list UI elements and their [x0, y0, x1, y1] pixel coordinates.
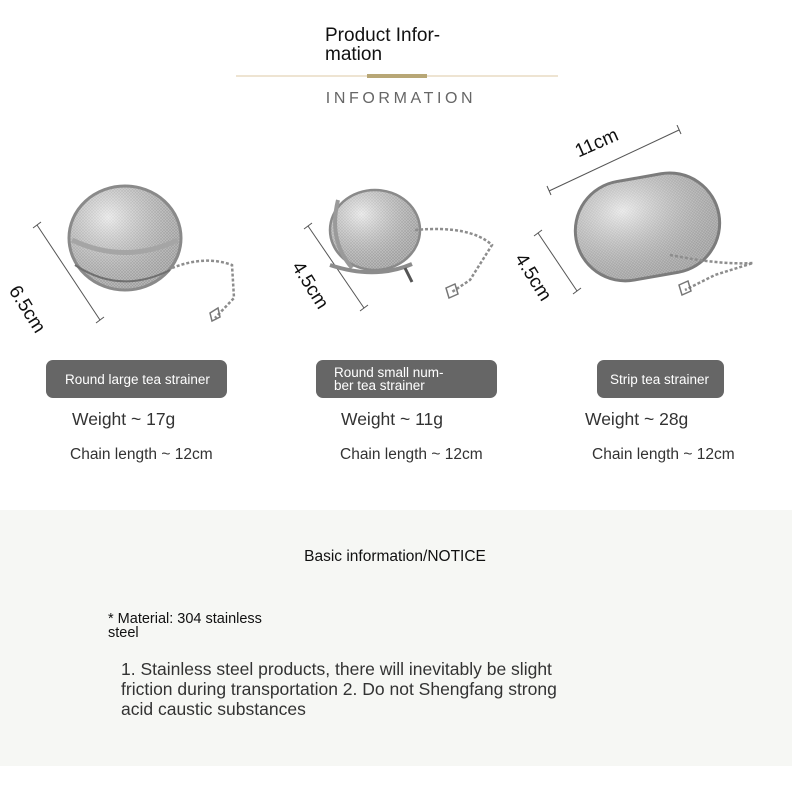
- chain-length-small: Chain length ~ 12cm: [340, 446, 483, 463]
- page-title: Product Infor- mation: [325, 25, 441, 65]
- weight-small: Weight ~ 11g: [341, 409, 443, 429]
- round-large-strainer-image: [20, 170, 260, 330]
- title-divider-accent: [367, 74, 427, 78]
- product-name-large: [46, 360, 227, 398]
- product-name-small: [316, 360, 497, 398]
- notice-notes: 1. Stainless steel products, there will inevitably be slight friction during transportation 2. Do not Shengfang strong acid caustic substances: [121, 659, 557, 719]
- product-name-large-text: Round large tea strainer: [65, 371, 210, 387]
- notice-title: Basic information/NOTICE: [304, 548, 486, 565]
- material-info: * Material: 304 stainless steel: [108, 611, 262, 641]
- weight-large: Weight ~ 17g: [72, 409, 176, 429]
- round-small-strainer-image: [300, 180, 510, 330]
- weight-strip: Weight ~ 28g: [585, 409, 689, 429]
- dimension-label-strip: 4.5cm: [510, 250, 556, 306]
- product-name-small-text: Round small num- ber tea strainer: [334, 365, 444, 393]
- dimension-label-width: 11cm: [572, 124, 622, 163]
- dimension-label-large: 6.5cm: [4, 282, 50, 338]
- strip-strainer-image: [525, 125, 765, 325]
- chain-length-strip: Chain length ~ 12cm: [592, 446, 735, 463]
- dimension-label-small: 4.5cm: [287, 258, 333, 314]
- product-name-strip: [597, 360, 724, 398]
- section-subtitle: INFORMATION: [325, 90, 477, 107]
- product-name-strip-text: Strip tea strainer: [610, 371, 710, 387]
- chain-length-large: Chain length ~ 12cm: [70, 446, 213, 463]
